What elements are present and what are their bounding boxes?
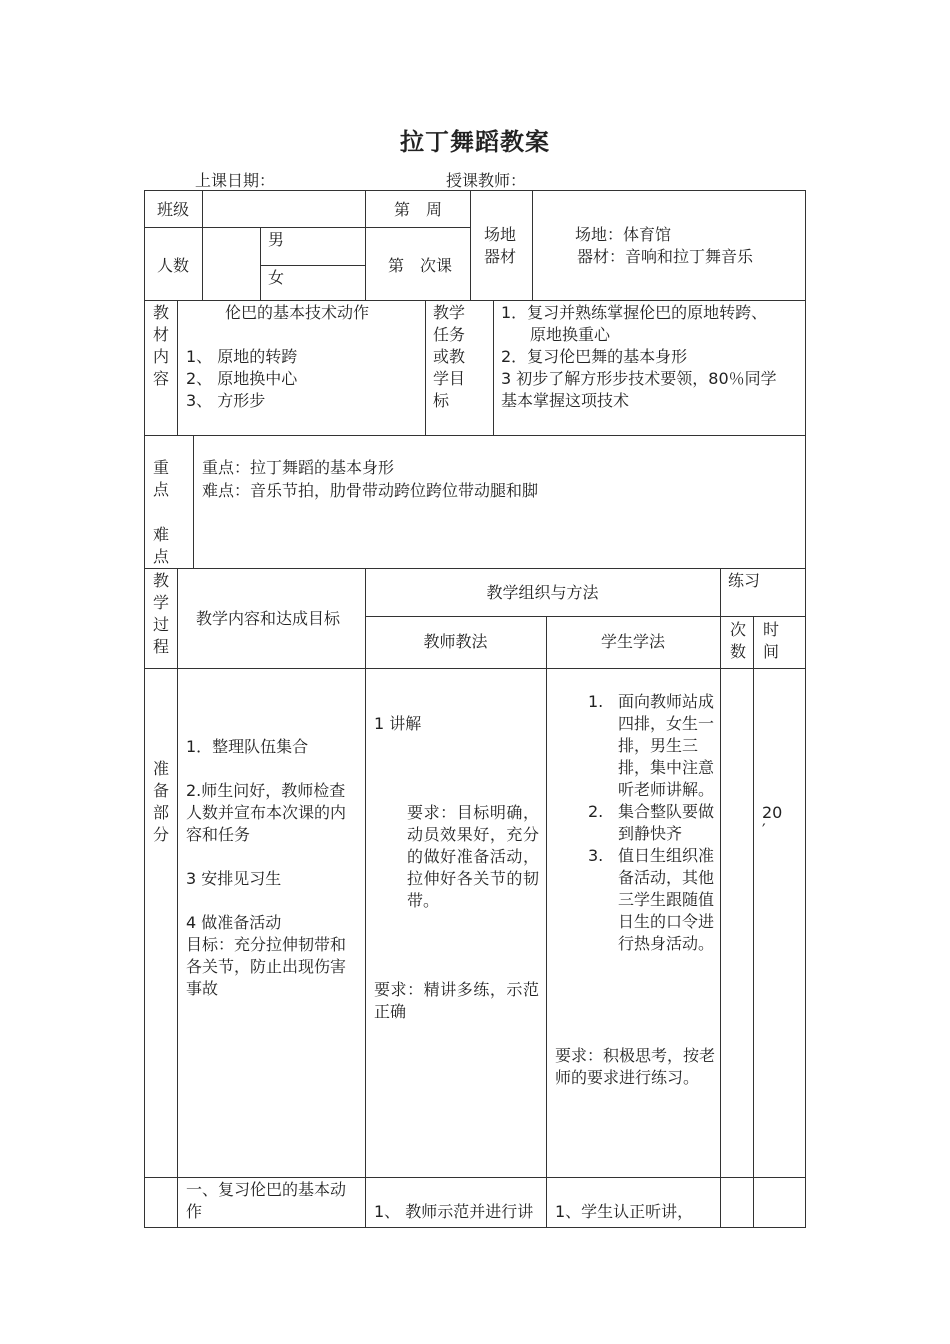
prep-label: 准备部分 [152,759,169,844]
content-label: 教材内容 [152,303,169,388]
venue-value: 场地：体育馆 [575,225,672,244]
content-item: 3、 方形步 [186,391,266,410]
student-method-header: 学生学法 [600,632,665,651]
duration-header: 时间 [762,620,779,661]
basic-student: 1、学生认正听讲， [555,1202,694,1221]
prep-content-item: 1．整理队伍集合 [186,737,309,756]
content-item: 1、 原地的转跨 [186,347,298,366]
key-label: 重点 [152,458,169,499]
goal-line: 原地换重心 [514,325,611,344]
goal-line: 1．复习并熟练掌握伦巴的原地转跨、 [501,303,768,322]
goal-line: 基本掌握这项技术 [501,391,630,410]
difficulty-point: 难点：音乐节拍，肋骨带动跨位跨位带动腿和脚 [202,481,539,500]
times-header: 次数 [729,620,746,661]
prep-content-item: 2.师生问好，教师检查人数并宣布本次课的内容和任务 [186,781,347,844]
student-requirement: 要求：积极思考，按老师的要求进行练习。 [555,1046,716,1087]
equipment-value: 器材：音响和拉丁舞音乐 [577,247,754,266]
teacher-label: 授课教师： [446,171,527,190]
list-item: 3. 值日生组织准备活动，其他三学生跟随值日生的口令进行热身活动。 [588,846,715,953]
prep-time-unit: ′ [762,820,766,839]
student-method-list [588,691,714,955]
difficulty-label: 难点 [152,525,169,566]
process-label: 教学过程 [152,571,169,656]
female-label: 女 [268,268,285,287]
teacher-method-header: 教师教法 [423,632,488,651]
list-item: 1. 面向教师站成四排，女生一排，男生三排，集中注意听老师讲解。 [588,692,715,799]
date-label: 上课日期： [195,171,276,190]
content-goal-header: 教学内容和达成目标 [196,609,341,628]
prep-time: 20 [762,803,783,822]
org-method-header: 教学组织与方法 [486,583,599,602]
basic-content: 一、复习伦巴的基本动作 [186,1180,347,1221]
content-title: 伦巴的基本技术动作 [225,303,370,322]
count-label: 人数 [157,256,190,275]
teacher-requirement: 要求：精讲多练，示范正确 [374,980,539,1021]
prep-content-item: 4 做准备活动 [186,913,282,932]
prep-content-item: 3 安排见习生 [186,869,282,888]
key-point: 重点：拉丁舞蹈的基本身形 [202,458,395,477]
practice-header: 练习 [728,571,761,590]
goal-line: 3 初步了解方形步技术要领，80％同学 [501,369,777,388]
venue-label: 场地器材 [484,225,517,266]
basic-teacher: 1、 教师示范并进行讲 [374,1202,534,1221]
lesson-label: 第 次课 [388,256,453,275]
task-label: 教学任务或教学目标 [433,303,466,410]
teacher-explain: 1 讲解 [374,714,422,733]
goal-line: 2．复习伦巴舞的基本身形 [501,347,688,366]
list-item: 2. 集合整队要做到静快齐 [588,802,715,843]
content-item: 2、 原地换中心 [186,369,298,388]
week-label: 第 周 [394,200,443,219]
prep-content-item: 目标：充分拉伸韧带和各关节，防止出现伤害事故 [186,935,347,998]
class-label: 班级 [157,200,190,219]
teacher-requirement: 要求：目标明确，动员效果好，充分的做好准备活动，拉伸好各关节的韧带。 [407,803,539,910]
male-label: 男 [268,230,285,249]
page-title: 拉丁舞蹈教案 [400,128,550,156]
